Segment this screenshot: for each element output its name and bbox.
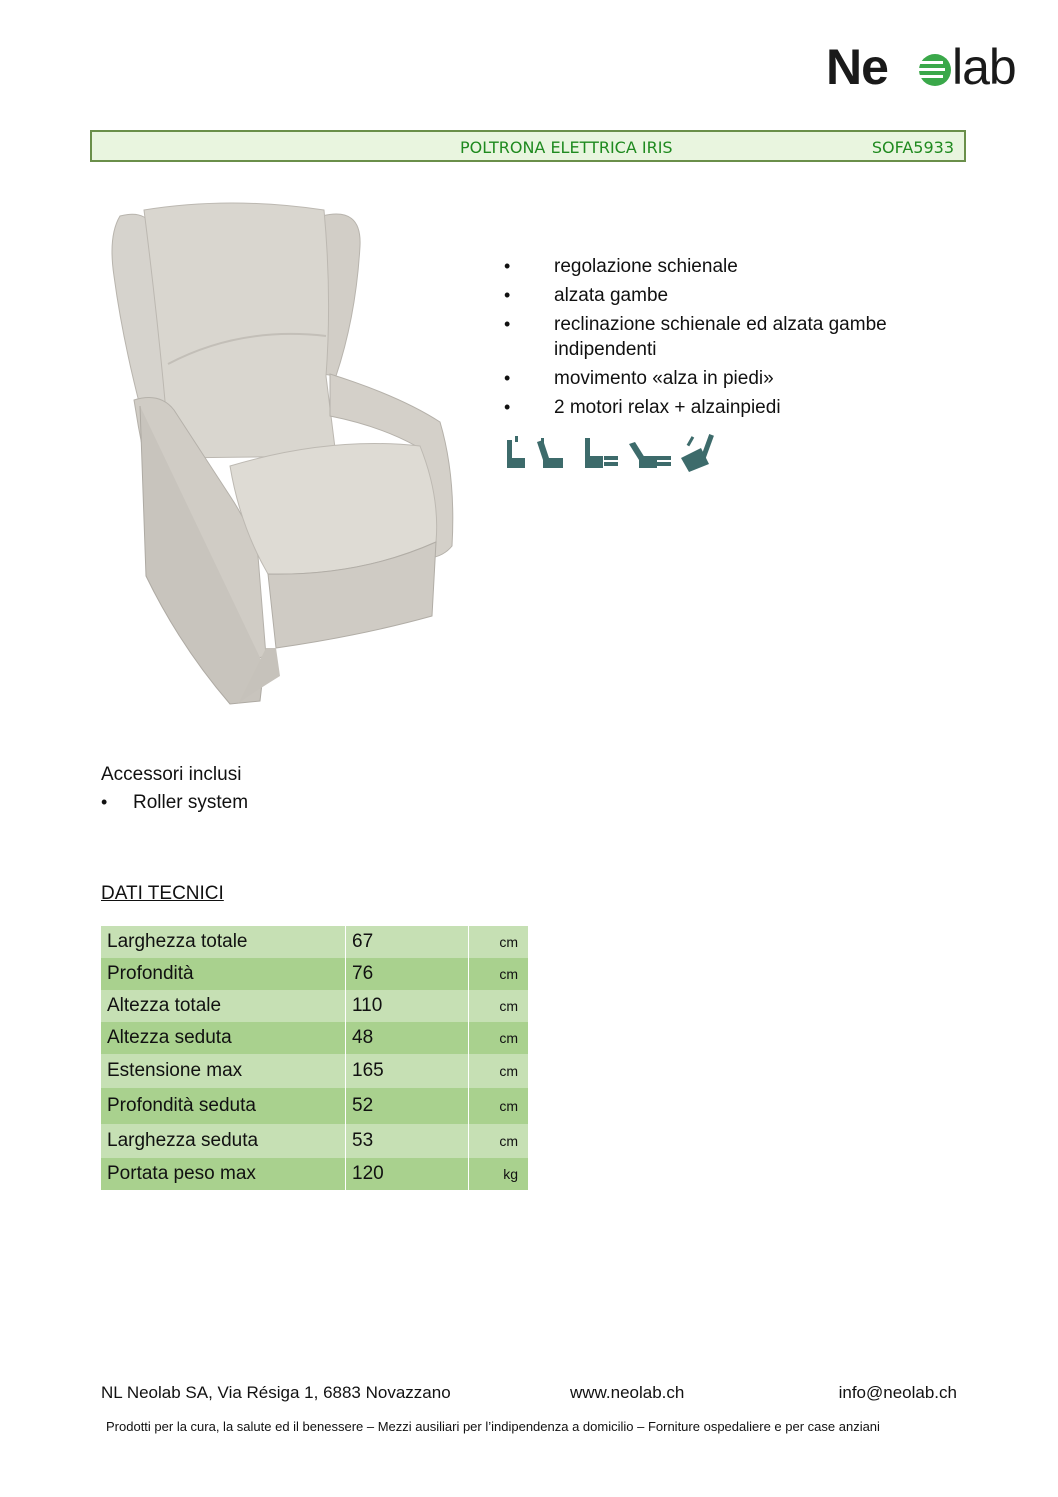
accessories-list [101, 790, 248, 815]
stand-up-position-icon [681, 434, 714, 472]
table-row [101, 1088, 529, 1124]
footer-website-link[interactable]: www.neolab.ch [570, 1383, 685, 1402]
specs-table [101, 926, 529, 1190]
spec-unit: cm [469, 926, 529, 958]
spec-label: Portata peso max [101, 1158, 346, 1190]
feature-list [500, 254, 970, 424]
spec-value: 120 [346, 1158, 469, 1190]
spec-label: Profondità seduta [101, 1088, 346, 1124]
spec-label: Larghezza totale [101, 926, 346, 958]
spec-unit: cm [469, 1088, 529, 1124]
spec-value: 48 [346, 1022, 469, 1054]
table-row [101, 1054, 529, 1088]
spec-label: Estensione max [101, 1054, 346, 1088]
upright-position-icon [507, 436, 525, 468]
accessory-item: • Roller system [101, 790, 248, 815]
logo-mark-icon [917, 52, 953, 88]
feature-item: • reclinazione schienale ed alzata gambe indipendenti [500, 312, 970, 362]
specs-title: DATI TECNICI [101, 883, 224, 904]
neolab-logo [826, 38, 1026, 94]
spec-label: Profondità [101, 958, 346, 990]
position-icons [505, 430, 720, 475]
table-row [101, 958, 529, 990]
recline-position-icon [537, 438, 563, 468]
product-title-bar [90, 130, 966, 162]
spec-value: 165 [346, 1054, 469, 1088]
accessories-title: Accessori inclusi [101, 764, 242, 785]
table-row [101, 990, 529, 1022]
spec-value: 110 [346, 990, 469, 1022]
spec-label: Altezza totale [101, 990, 346, 1022]
feature-item: • regolazione schienale [500, 254, 970, 279]
table-row [101, 1124, 529, 1158]
spec-label: Larghezza seduta [101, 1124, 346, 1158]
spec-unit: cm [469, 958, 529, 990]
product-name: POLTRONA ELETTRICA IRIS [460, 138, 673, 157]
feature-item: • 2 motori relax + alzainpiedi [500, 395, 970, 420]
logo-text-right: lab [952, 39, 1016, 95]
table-row [101, 1158, 529, 1190]
spec-value: 67 [346, 926, 469, 958]
armchair-image [100, 196, 470, 710]
spec-value: 53 [346, 1124, 469, 1158]
legrest-position-icon [585, 438, 618, 468]
spec-value: 76 [346, 958, 469, 990]
spec-unit: kg [469, 1158, 529, 1190]
full-recline-position-icon [629, 442, 671, 468]
table-row [101, 926, 529, 958]
footer-tagline: Prodotti per la cura, la salute ed il benessere – Mezzi ausiliari per l’indipendenza a domicilio – Forniture ospedaliere e per case anziani [106, 1419, 880, 1434]
spec-unit: cm [469, 1054, 529, 1088]
footer-address: NL Neolab SA, Via Résiga 1, 6883 Novazzano [101, 1383, 451, 1402]
spec-unit: cm [469, 1022, 529, 1054]
table-row [101, 1022, 529, 1054]
product-code: SOFA5933 [871, 138, 954, 157]
spec-value: 52 [346, 1088, 469, 1124]
logo-text-left: Ne [826, 39, 888, 95]
feature-item: • movimento «alza in piedi» [500, 366, 970, 391]
feature-item: • alzata gambe [500, 283, 970, 308]
spec-unit: cm [469, 1124, 529, 1158]
footer-email-link[interactable]: info@neolab.ch [838, 1383, 957, 1402]
spec-unit: cm [469, 990, 529, 1022]
spec-label: Altezza seduta [101, 1022, 346, 1054]
